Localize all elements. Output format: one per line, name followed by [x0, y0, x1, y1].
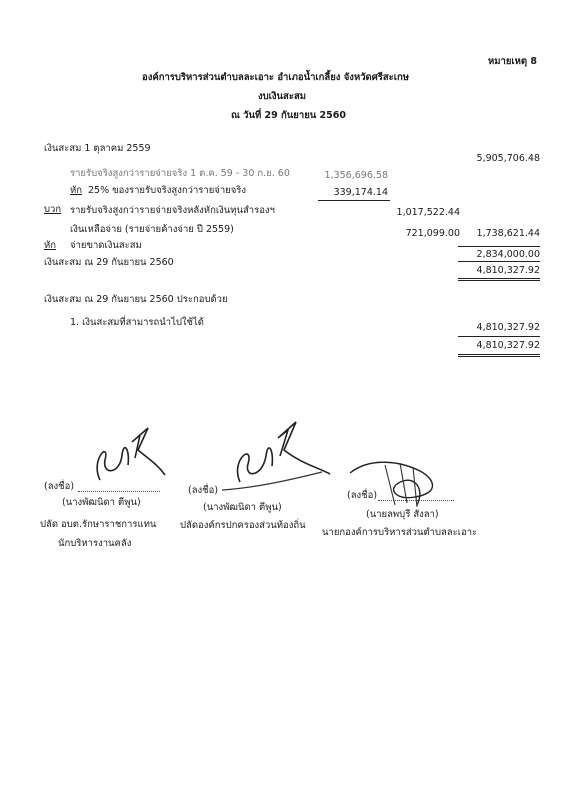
signature-3-name: (นายลพบุรี สังลา)	[366, 509, 439, 520]
deduct2-underline	[458, 261, 540, 262]
carry-label: เงินเหลือจ่าย (รายจ่ายค้างจ่าย ปี 2559)	[70, 224, 234, 235]
composition-item1-label: 1. เงินสะสมที่สามารถนำไปใช้ได้	[70, 317, 204, 328]
closing-underline-2	[458, 280, 540, 281]
deduct2-prefix: หัก	[44, 240, 57, 251]
signature-1-name: (นางพัฒนิดา ตีพูน)	[62, 497, 141, 508]
signature-1-line	[78, 491, 160, 492]
signature-1-sign-label: (ลงชื่อ)	[44, 481, 75, 492]
income-over-label: รายรับจริงสูงกว่ารายจ่ายจริง 1 ต.ค. 59 - 30 ก.ย. 60	[70, 168, 290, 179]
closing-label: เงินสะสม ณ 29 กันยายน 2560	[44, 257, 174, 268]
signature-3-scribble	[345, 455, 450, 515]
signature-1-scribble	[80, 420, 170, 490]
signature-1-position-1: ปลัด อบต.รักษาราชการแทน	[40, 519, 157, 530]
composition-total-value: 4,810,327.92	[476, 340, 540, 351]
deduct2-value: 2,834,000.00	[476, 249, 540, 260]
deduct25-underline	[318, 200, 390, 201]
deduct25-label: 25% ของรายรับจริงสูงกว่ารายจ่ายจริง	[88, 185, 247, 196]
signature-3-line	[378, 500, 454, 501]
income-over-value: 1,356,696.58	[324, 170, 388, 181]
add-total-underline	[458, 246, 540, 247]
composition-item1-underline	[458, 336, 540, 337]
org-heading: องค์การบริหารส่วนตำบลละเอาะ อำเภอน้ำเกลี้ยง จังหวัดศรีสะเกษ	[142, 72, 410, 83]
composition-total-underline-1	[458, 354, 540, 355]
signature-2-position-1: ปลัดองค์กรปกครองส่วนท้องถิ่น	[180, 520, 306, 531]
closing-underline-1	[458, 278, 540, 279]
statement-date: ณ วันที่ 29 กันยายน 2560	[231, 110, 347, 121]
closing-value: 4,810,327.92	[476, 265, 540, 276]
opening-label: เงินสะสม 1 ตุลาคม 2559	[44, 143, 151, 154]
net-label: รายรับจริงสูงกว่ารายจ่ายจริงหลังหักเงินทุนสำรองฯ	[70, 205, 275, 216]
signature-3-position-1: นายกองค์การบริหารส่วนตำบลละเอาะ	[322, 527, 478, 538]
signature-2-name: (นางพัฒนิดา ตีพูน)	[203, 502, 282, 513]
composition-total-underline-2	[458, 356, 540, 357]
composition-item1-value: 4,810,327.92	[476, 322, 540, 333]
deduct-prefix: หัก	[70, 185, 83, 196]
signature-2-scribble	[222, 412, 332, 497]
add-total: 1,738,621.44	[476, 228, 540, 239]
signature-3-sign-label: (ลงชื่อ)	[347, 490, 378, 501]
deduct25-value: 339,174.14	[333, 187, 388, 198]
deduct2-label: จ่ายขาดเงินสะสม	[70, 240, 142, 251]
statement-title: งบเงินสะสม	[258, 91, 307, 102]
signature-2-sign-label: (ลงชื่อ)	[188, 485, 219, 496]
composition-label: เงินสะสม ณ 29 กันยายน 2560 ประกอบด้วย	[44, 294, 228, 305]
signature-1-position-2: นักบริหารงานคลัง	[58, 538, 132, 549]
note-label: หมายเหตุ 8	[488, 56, 538, 67]
carry-value: 721,099.00	[405, 228, 460, 239]
net-value: 1,017,522.44	[396, 207, 460, 218]
opening-total: 5,905,706.48	[476, 153, 540, 164]
add-prefix: บวก	[44, 204, 62, 215]
